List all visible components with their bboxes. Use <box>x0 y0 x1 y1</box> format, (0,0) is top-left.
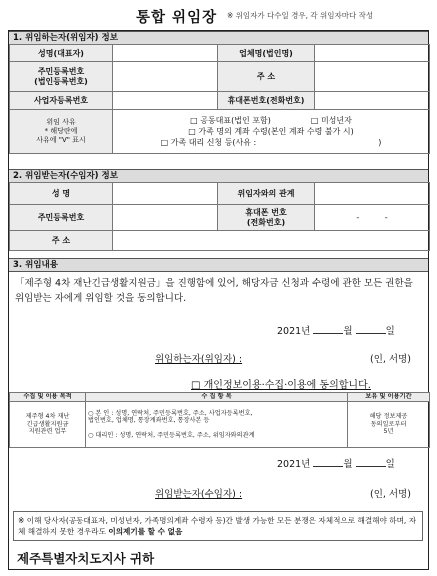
privacy-items-agent: ○ 대리인 : 성명, 연락처, 주민등록번호, 주소, 위임자와의관계 <box>88 432 255 439</box>
phone-field[interactable] <box>315 92 430 110</box>
date-line-2 <box>277 456 395 470</box>
address-label: 주 소 <box>218 62 315 92</box>
section2-header: 2. 위임받는자(수임자) 정보 <box>9 169 428 183</box>
date1-month: 월 <box>343 326 353 337</box>
section1-table <box>9 44 430 154</box>
privacy-items <box>86 402 348 448</box>
delegator-signature-label: 위임하는자(위임자) : <box>155 354 243 365</box>
form-frame <box>8 30 429 570</box>
privacy-purpose: 제주형 4차 재난 긴급생활지원금 지원관련 업무 <box>10 402 86 448</box>
company-label: 업체명(법인명) <box>218 45 315 62</box>
reason-options <box>113 110 430 154</box>
reason-paren: ) <box>378 138 382 147</box>
date-line-1 <box>277 323 395 337</box>
phone-label: 휴대폰번호(전화번호) <box>218 92 315 110</box>
reason-minor[interactable]: □ 미성년자 <box>310 116 352 125</box>
date2-month-field[interactable] <box>313 456 343 467</box>
agent-signature-label: 위임받는자(수임자) : <box>155 489 243 500</box>
date1-day-field[interactable] <box>356 323 386 334</box>
agent-sign-mark[interactable]: (인, 서명) <box>370 489 411 500</box>
delegation-paragraph: 「제주형 4차 재난긴급생활지원금」을 진행함에 있어, 해당자금 신청과 수령에 관한 모든 권한을 위임받는 자에게 위임할 것을 동의합니다. <box>15 278 413 304</box>
privacy-items-header: 수 집 항 목 <box>86 393 348 402</box>
privacy-period-header: 보유 및 이용기간 <box>348 393 430 402</box>
reason-family-proxy[interactable]: □ 가족 대리 신청 등(사유 : <box>160 138 257 147</box>
title-note: ※ 위임자가 다수일 경우, 각 위임자마다 작성 <box>227 11 374 20</box>
date2-month: 월 <box>343 459 353 470</box>
privacy-table <box>9 392 430 448</box>
date2-day-field[interactable] <box>356 456 386 467</box>
privacy-items-self: ○ 본 인 : 성명, 연락처, 주민등록번호, 주소, 사업자등록번호, 법인번호, 업체명, 통장계좌번호, 통장사본 등 <box>88 409 253 424</box>
delegator-signature-line <box>155 351 242 365</box>
title-row <box>0 0 437 30</box>
business-number-label: 사업자등록번호 <box>10 92 113 110</box>
privacy-period: 해당 정보제공 동의일로부터 5년 <box>348 402 430 448</box>
agent-phone-label: 휴대폰 번호 (전화번호) <box>218 205 315 231</box>
agent-signature-line <box>155 486 242 500</box>
name-field[interactable] <box>113 45 218 62</box>
dispute-warning-bold: 이의제기를 할 수 없음 <box>108 527 183 536</box>
addressee: 제주특별자치도지사 귀하 <box>17 551 155 566</box>
date2-year: 2021년 <box>277 459 311 470</box>
section2-table <box>9 182 430 251</box>
company-field[interactable] <box>315 45 430 62</box>
reason-co-representative[interactable]: □ 공동대표(법인 포함) <box>190 116 271 125</box>
relation-label: 위임자와의 관계 <box>218 183 315 205</box>
dispute-warning-text: ※ 이해 당사자(공동대표자, 미성년자, 가족명의계좌 수령자 등)간 발생 가능한 모든 분쟁은 자체적으로 해결해야 하며, 자체 해결하지 못한 경우라도 <box>18 516 417 536</box>
date1-day: 일 <box>385 326 395 337</box>
agent-resident-field[interactable] <box>113 205 218 231</box>
resident-number-label: 주민등록번호 (법인등록번호) <box>10 62 113 92</box>
relation-field[interactable] <box>315 183 430 205</box>
privacy-consent-checkbox[interactable]: □ 개인정보이용·수집·이용에 동의합니다. <box>191 380 371 391</box>
name-label: 성명(대표자) <box>10 45 113 62</box>
privacy-purpose-header: 수집 및 이용 목적 <box>10 393 86 402</box>
dispute-warning-box <box>13 511 423 541</box>
resident-number-field[interactable] <box>113 62 218 92</box>
reason-label: 위임 사유 * 해당란에 사유에 "V" 표시 <box>10 110 113 154</box>
agent-phone-field[interactable]: - - <box>315 205 430 231</box>
agent-resident-label: 주민등록번호 <box>10 205 113 231</box>
agent-name-label: 성 명 <box>10 183 113 205</box>
agent-address-field[interactable] <box>113 231 430 251</box>
agent-address-label: 주 소 <box>10 231 113 251</box>
reason-family-account[interactable]: □ 가족 명의 계좌 수령(본인 계좌 수령 불가 시) <box>188 127 354 136</box>
section1-header: 1. 위임하는자(위임자) 정보 <box>9 31 428 45</box>
business-number-field[interactable] <box>113 92 218 110</box>
date2-day: 일 <box>385 459 395 470</box>
section3-header: 3. 위임내용 <box>9 258 428 272</box>
date1-month-field[interactable] <box>313 323 343 334</box>
address-field[interactable] <box>315 62 430 92</box>
agent-name-field[interactable] <box>113 183 218 205</box>
date1-year: 2021년 <box>277 326 311 337</box>
document-title: 통합 위임장 <box>136 10 218 26</box>
delegator-sign-mark[interactable]: (인, 서명) <box>370 354 411 365</box>
